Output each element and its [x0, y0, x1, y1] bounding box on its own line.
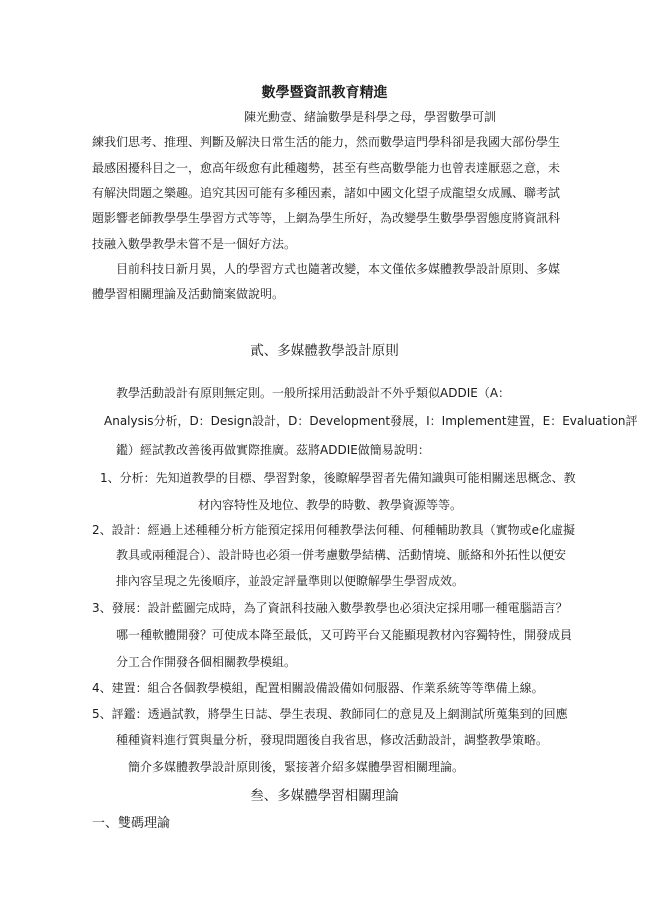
paragraph-line: 練我们思考、推理、判斷及解決日常生活的能力，然而數學這門學科卻是我國大部份學生: [92, 135, 561, 149]
document-title: 數學暨資訊教育精進: [261, 85, 388, 101]
list-item-5: 5、評鑑：透過試教，將學生日誌、學生表現、教師同仁的意見及上網測試所蒐集到的回應: [92, 707, 568, 721]
subsection-heading: 一、雙碼理論: [92, 816, 171, 831]
list-item-4: 4、建置：組合各個教學模組，配置相關設備設備如伺服器、作業系統等等準備上線。: [92, 681, 544, 695]
section-heading-3: 叁、多媒體學習相關理論: [250, 788, 399, 804]
paragraph-line: 目前科技日新月異，人的學習方式也隨著改變，本文僅依多媒體教學設計原則、多媒: [116, 262, 561, 276]
paragraph-line: 題影響老師教學學生學習方式等等，上網為學生所好，為改變學生數學學習態度將資訊科: [92, 211, 561, 225]
list-item-1: 1、分析：先知道教學的目標、學習對象，後瞭解學習者先備知識與可能相關迷思概念、教: [100, 471, 576, 485]
author-intro-line: 陳光勳壹、緒論數學是科學之母，學習數學可訓: [244, 110, 497, 124]
paragraph-line: 鑑）經試教改善後再做實際推廣。茲將ADDIE做簡易說明：: [116, 443, 430, 457]
list-item-1-cont: 材內容特性及地位、教學的時數、教學資源等等。: [198, 498, 463, 512]
list-item-3: 3、發展：設計藍圖完成時，為了資訊科技融入數學教學也必須決定採用哪一種電腦語言？: [92, 601, 568, 615]
paragraph-line: 技融入數學教學未嘗不是一個好方法。: [92, 237, 297, 251]
paragraph-line: 有解決問題之樂趣。追究其因可能有多種因素，諸如中國文化望子成龍望女成鳳、聯考試: [92, 186, 561, 200]
paragraph-line: 體學習相關理論及活動簡案做說明。: [92, 287, 285, 301]
list-item-2-cont: 教具或兩種混合）、設計時也必須一併考慮數學結構、活動情境、脈絡和外拓性以便安: [116, 548, 567, 562]
list-item-3-cont: 分工合作開發各個相關教學模組。: [116, 655, 297, 669]
list-item-5-cont: 種種資料進行質與量分析，發現問題後自我省思，修改活動設計，調整教學策略。: [116, 733, 549, 747]
section-heading-2: 貳、多媒體教學設計原則: [250, 343, 399, 359]
list-item-2: 2、設計：經過上述種種分析方能預定採用何種教學法何種、何種輔助教具（實物或e化虛擬: [92, 523, 576, 537]
list-item-3-cont: 哪一種軟體開發？可使成本降至最低，又可跨平台又能顯現教材內容獨特性，開發成員: [116, 628, 573, 642]
paragraph-line: 最感困擾科目之一，愈高年级愈有此種趨勢，甚至有些高數學能力也曾表達厭惡之意，未: [92, 161, 561, 175]
paragraph-line: 教學活動設計有原則無定則。一般所採用活動設計不外乎類似ADDIE（A：: [116, 386, 511, 400]
paragraph-line: Analysis分析，D：Design設計，D：Development發展，I：Implement建置，E：Evaluation評: [104, 414, 638, 428]
paragraph-line: 簡介多媒體教學設計原則後，緊接著介紹多媒體學習相關理論。: [128, 760, 465, 774]
list-item-2-cont: 排內容呈現之先後順序，並設定評量準則以便瞭解學生學習成效。: [116, 574, 465, 588]
